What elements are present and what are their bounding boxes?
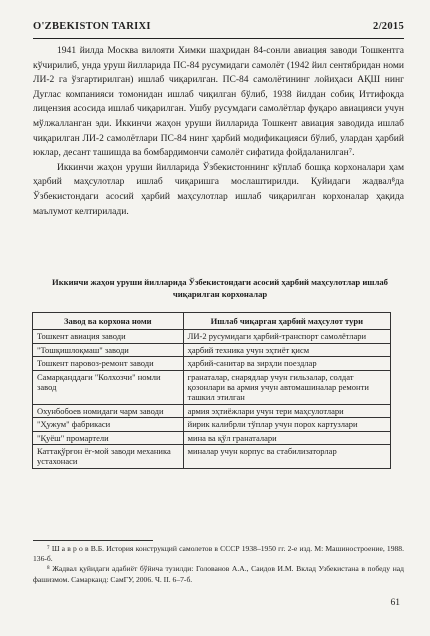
- product-cell: армия эҳтиёжлари учун тери маҳсулотлари: [183, 404, 390, 417]
- product-cell: ЛИ-2 русумидаги ҳарбий-транспорт самолётлари: [183, 330, 390, 343]
- column-header-product: Ишлаб чиқарган ҳарбий маҳсулот тури: [183, 313, 390, 330]
- footnote: ⁸ Жадвал қуйидаги адабиёт бўйича тузилди: Голованов А.А., Саидов И.М. Вклад Узбекистана в победу над фашизмом. Самарканд: СамГУ, 2006. Ч. II. 6–7-б.: [33, 564, 404, 584]
- footnote: ⁷ Ш а в р о в В.Б. История конструкций самолетов в СССР 1938–1950 гг. 2-е изд. М: Машиностроение, 1988. 136-б.: [33, 544, 404, 564]
- table-row: [33, 445, 391, 469]
- issue-number: 2/2015: [373, 21, 404, 32]
- paragraph: Иккинчи жаҳон уруши йилларида Ўзбекистоннинг кўплаб бошқа корхоналари ҳам ҳарбий маҳсулотлар ишлаб чиқаришга мослаштирилди. Қуйидаги жадвал⁸да Ўзбекистондаги асосий ҳарбий маҳсулотлар ишлаб чиқарилган корхоналар ҳақида маълумот келтирилади.: [33, 161, 404, 217]
- product-cell: гранаталар, снарядлар учун гильзалар, солдат қозонлари ва армия учун автомашиналар ремонти ташкил этилган: [183, 370, 390, 404]
- header-rule: [33, 38, 404, 39]
- table-row: [33, 418, 391, 431]
- table-row: [33, 370, 391, 404]
- table-row: [33, 404, 391, 417]
- table-header-row: [33, 313, 391, 330]
- table-row: [33, 357, 391, 370]
- body-text: [33, 44, 404, 219]
- column-header-enterprise: Завод ва корхона номи: [33, 313, 184, 330]
- table-row: [33, 343, 391, 356]
- product-cell: йирик калибрли тўплар учун порох картузлари: [183, 418, 390, 431]
- enterprise-cell: Каттақўрғон ёғ-мой заводи механика устахонаси: [33, 445, 184, 469]
- product-cell: миналар учун корпус ва стабилизаторлар: [183, 445, 390, 469]
- enterprise-cell: "Тошқишлоқмаш" заводи: [33, 343, 184, 356]
- enterprise-cell: "Ҳужум" фабрикаси: [33, 418, 184, 431]
- enterprise-cell: "Қуёш" промартели: [33, 431, 184, 444]
- table-row: [33, 330, 391, 343]
- enterprise-cell: Охунбобоев номидаги чарм заводи: [33, 404, 184, 417]
- product-cell: ҳарбий-санитар ва зирҳли поездлар: [183, 357, 390, 370]
- paragraph: 1941 йилда Москва вилояти Химки шаҳридан 84-сонли авиация заводи Тошкентга кўчирилиб, унда уруш йилларида ПС-84 русумидаги самолёт (1942 йил сентябридан номи ЛИ-2 га ўзгартирилган) ишлаб чиқарилган. ПС-84 самолётининг лойиҳаси АҚШ нинг Дуглас компанияси томонидан ишлаб чиқилган бўлиб, 1938 йилдан собиқ Иттифоқда лицензия асосида ишлаб чиқарилган. Ушбу русумдаги самолётлар фуқаро авиацияси учун мўлжалланган эди. Иккинчи жаҳон уруши йилларида Тошкент авиация заводида ишлаб чиқарилган ЛИ-2 самолётлари ПС-84 нинг ҳарбий модификацияси бўлиб, улардан ҳарбий юклар, десант ташишда ва бомбардимончи самолёт сифатида фойдаланилган⁷.: [33, 45, 404, 159]
- footnote-rule: [33, 540, 153, 541]
- running-header: [33, 21, 404, 35]
- table-caption: Иккинчи жаҳон уруши йилларида Ўзбекистондаги асосий ҳарбий маҳсулотлар ишлаб чиқарилган корхоналар: [52, 277, 388, 299]
- product-cell: мина ва қўл гранаталари: [183, 431, 390, 444]
- enterprise-cell: Тошкент авиация заводи: [33, 330, 184, 343]
- table-row: [33, 431, 391, 444]
- footnotes: [33, 544, 404, 585]
- page-number: 61: [390, 598, 400, 608]
- enterprise-cell: Тошкент паровоз-ремонт заводи: [33, 357, 184, 370]
- enterprise-cell: Самарқанддаги "Колхозчи" номли завод: [33, 370, 184, 404]
- enterprises-table: [32, 312, 391, 469]
- product-cell: ҳарбий техника учун эҳтиёт қисм: [183, 343, 390, 356]
- journal-title: O'ZBEKISTON TARIXI: [33, 21, 151, 32]
